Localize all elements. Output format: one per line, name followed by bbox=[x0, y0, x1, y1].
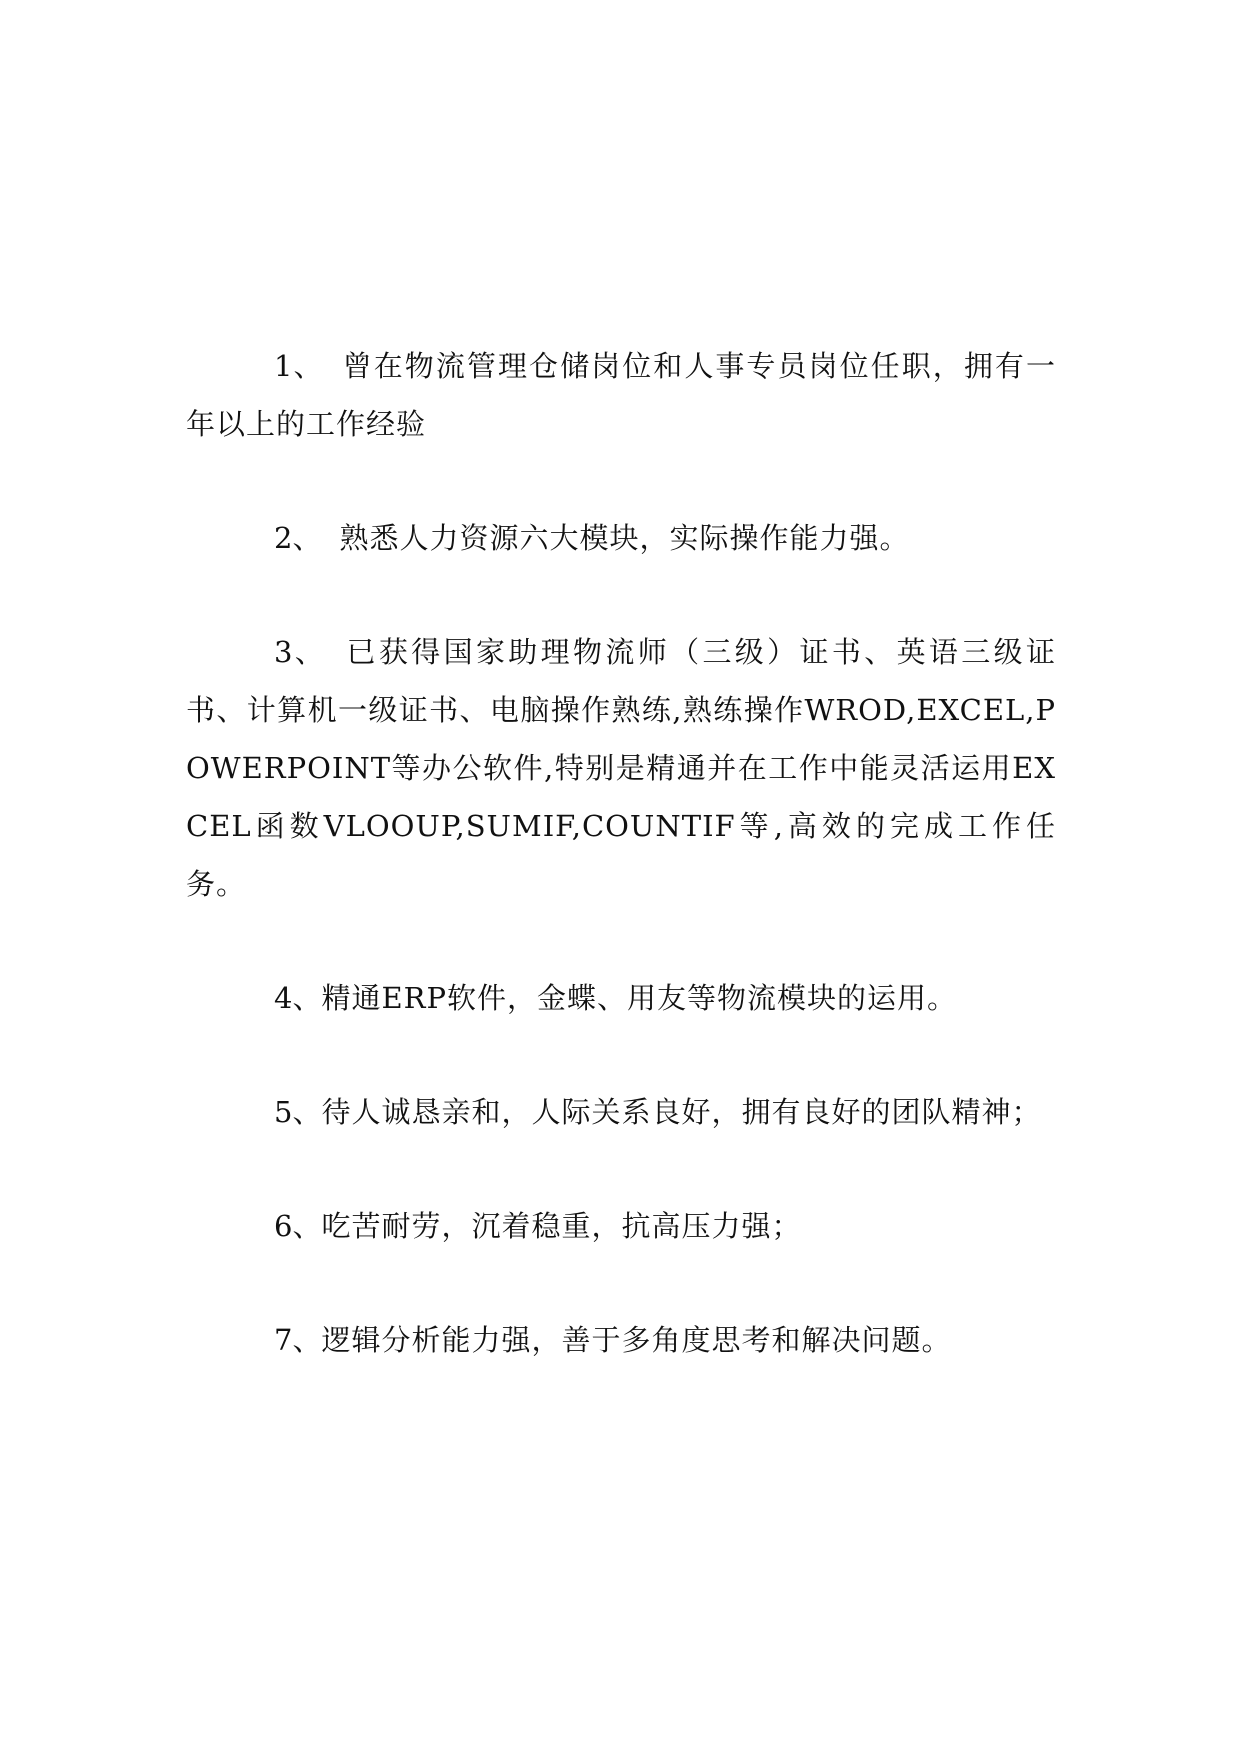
list-item-3 bbox=[186, 623, 1056, 913]
list-item-4 bbox=[186, 969, 1056, 1027]
item-text: 已获得国家助理物流师（三级）证书、英语三级证书、计算机一级证书、电脑操作熟练,熟练操作WROD,EXCEL,POWERPOINT等办公软件,特别是精通并在工作中能灵活运用EXCEL函数VLOOUP,SUMIF,COUNTIF等,高效的完成工作任务。 bbox=[186, 635, 1056, 901]
list-item-5 bbox=[186, 1083, 1056, 1141]
item-text: 精通ERP软件，金蝶、用友等物流模块的运用。 bbox=[321, 981, 957, 1015]
item-text: 待人诚恳亲和，人际关系良好，拥有良好的团队精神； bbox=[321, 1095, 1042, 1129]
document-body bbox=[186, 337, 1056, 1425]
list-item-2 bbox=[186, 509, 1056, 567]
item-text: 熟悉人力资源六大模块，实际操作能力强。 bbox=[339, 521, 910, 555]
list-item-6 bbox=[186, 1197, 1056, 1255]
list-item-7 bbox=[186, 1311, 1056, 1369]
item-number: 7、 bbox=[274, 1323, 322, 1357]
item-number: 2、 bbox=[274, 521, 322, 555]
item-number: 6、 bbox=[274, 1209, 322, 1243]
item-number: 5、 bbox=[274, 1095, 322, 1129]
list-item-1 bbox=[186, 337, 1056, 453]
item-number: 4、 bbox=[274, 981, 322, 1015]
item-number: 1、 bbox=[274, 349, 324, 383]
item-text: 吃苦耐劳，沉着稳重，抗高压力强； bbox=[321, 1209, 802, 1243]
item-number: 3、 bbox=[274, 635, 327, 669]
item-text: 逻辑分析能力强，善于多角度思考和解决问题。 bbox=[321, 1323, 952, 1357]
item-text: 曾在物流管理仓储岗位和人事专员岗位任职，拥有一年以上的工作经验 bbox=[186, 349, 1056, 441]
